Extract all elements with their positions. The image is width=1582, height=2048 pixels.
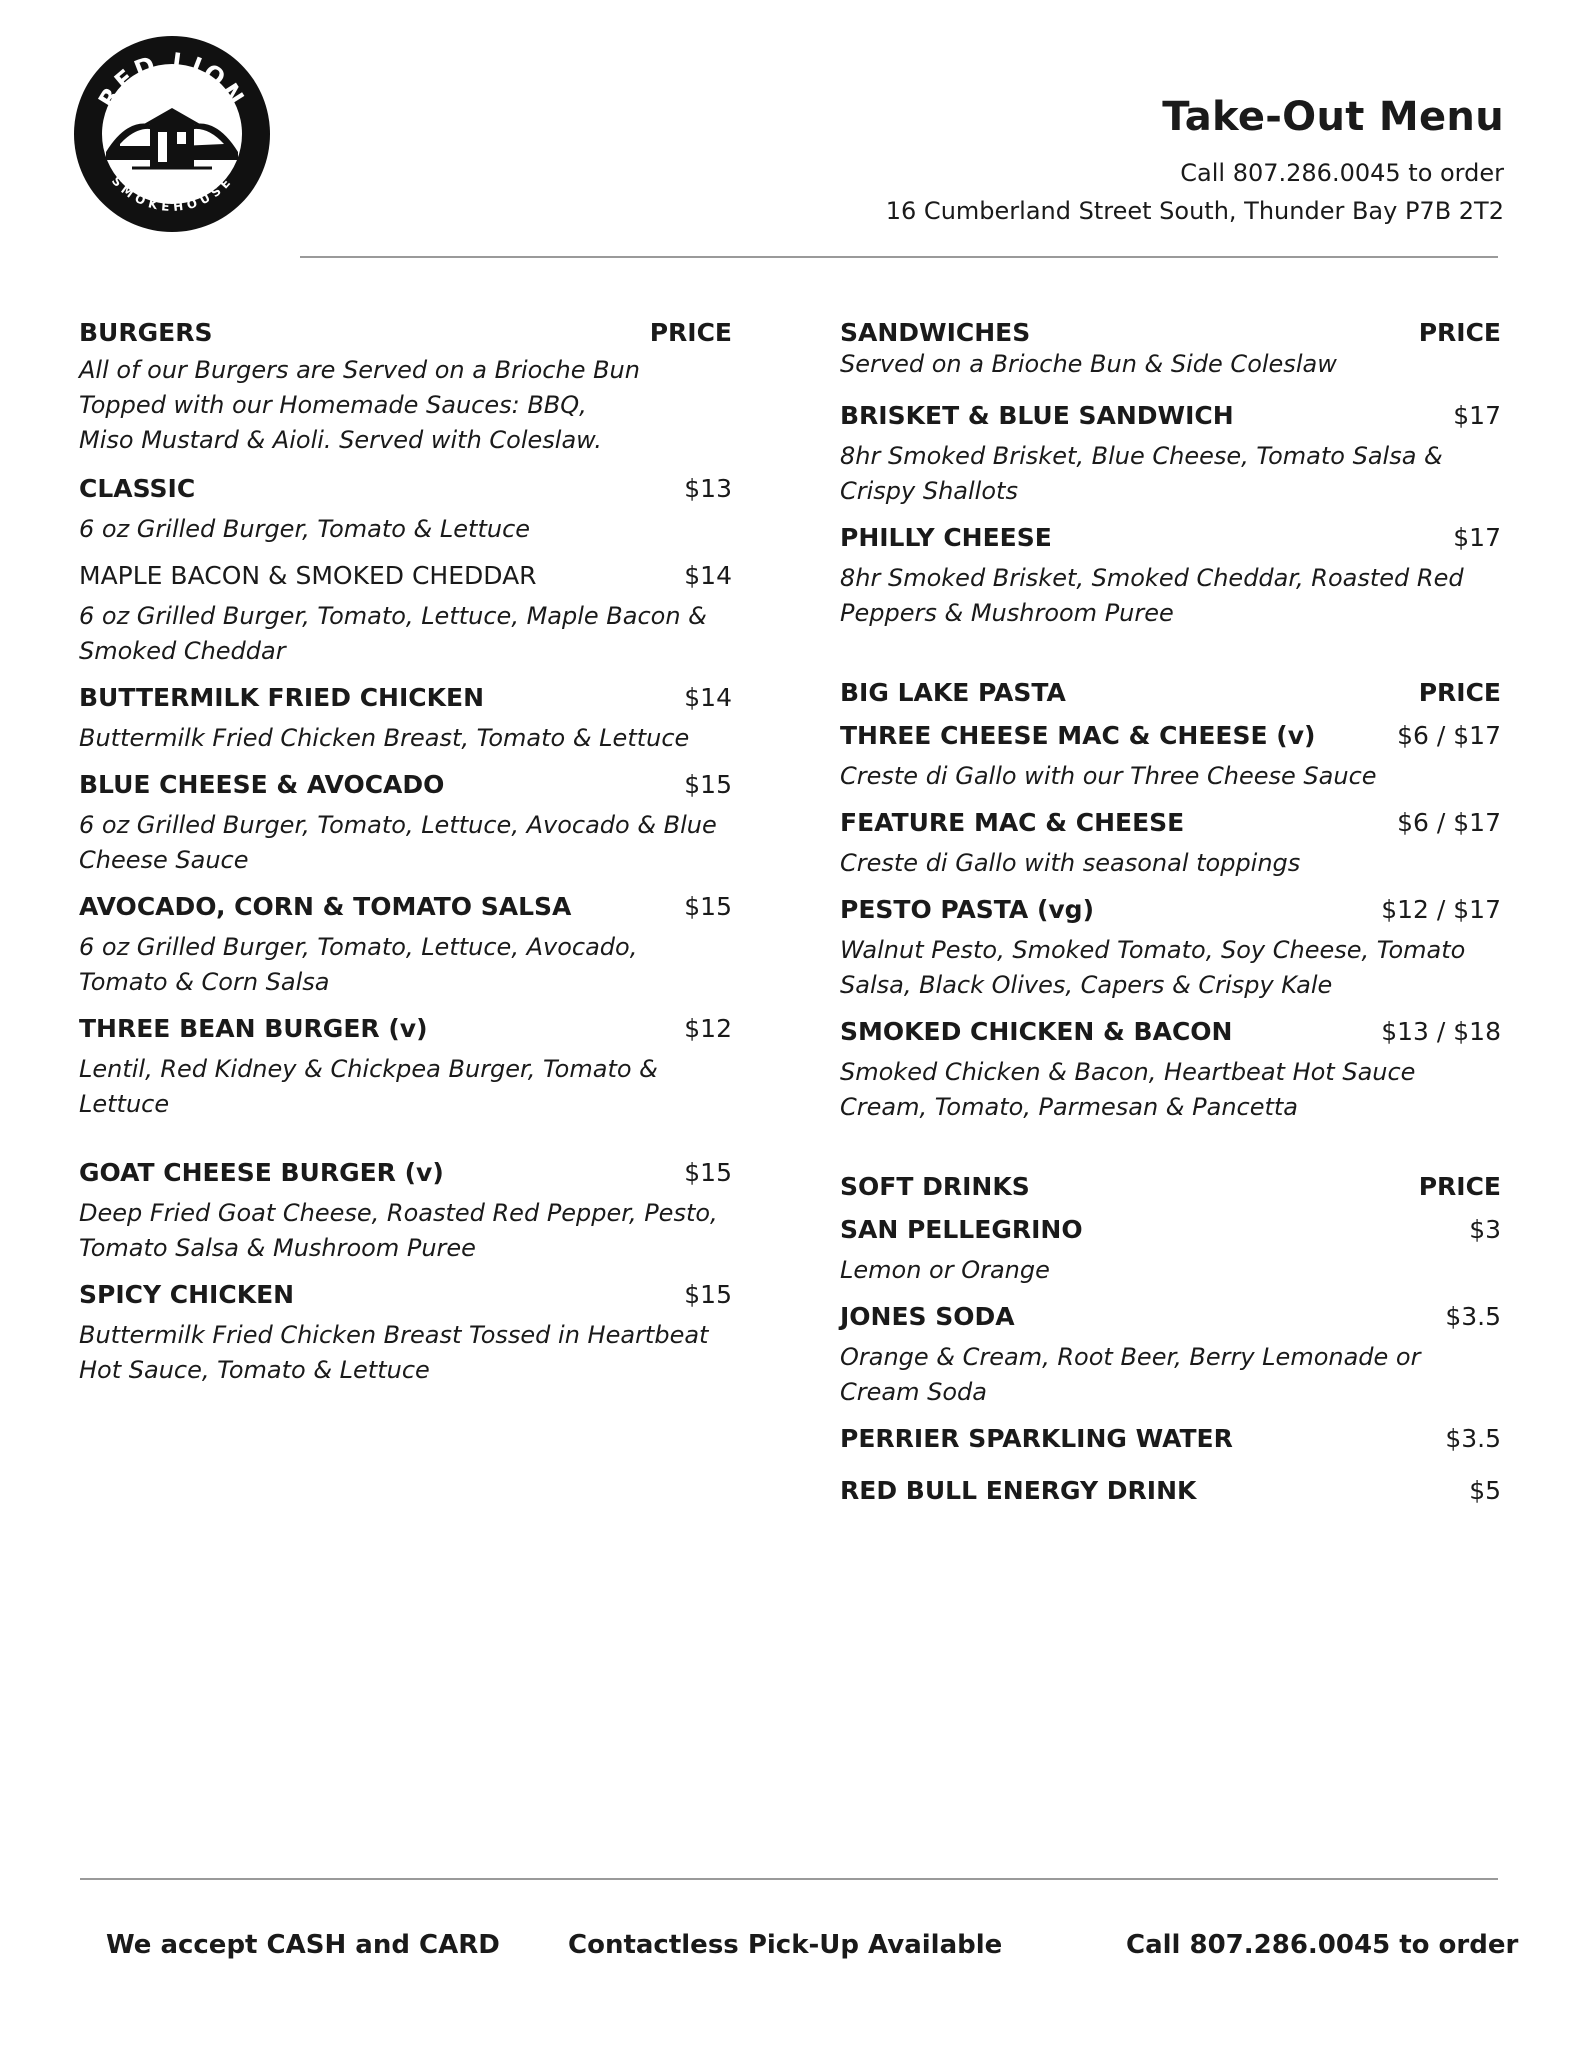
menu-item [79, 1150, 732, 1266]
item-price: $15 [684, 770, 732, 799]
item-price: $13 / $18 [1381, 1017, 1501, 1046]
item-description: Buttermilk Fried Chicken Breast Tossed in Heartbeat Hot Sauce, Tomato & Lettuce [79, 1321, 709, 1384]
item-name: SPICY CHICKEN [79, 1280, 295, 1309]
price-label: PRICE [649, 318, 732, 347]
menu-item [79, 1006, 732, 1122]
item-price: $13 [684, 474, 732, 503]
item-price: $14 [684, 683, 732, 712]
item-description: Creste di Gallo with our Three Cheese Sauce [840, 762, 1377, 790]
menu-item [79, 762, 732, 878]
menu-item [840, 1294, 1501, 1410]
item-description: 6 oz Grilled Burger, Tomato, Lettuce, Maple Bacon & Smoked Cheddar [79, 602, 707, 665]
section-header [840, 313, 1501, 353]
item-name: SMOKED CHICKEN & BACON [840, 1017, 1233, 1046]
menu-item [79, 675, 732, 756]
item-price: $6 / $17 [1397, 808, 1501, 837]
section-intro: All of our Burgers are Served on a Brioche Bun Topped with our Homemade Sauces: BBQ, Miso Mustard & Aioli. Served with Coleslaw. [79, 356, 640, 454]
right-column [840, 313, 1501, 1520]
item-price: $15 [684, 1158, 732, 1187]
item-price: $12 [684, 1014, 732, 1043]
item-name: PERRIER SPARKLING WATER [840, 1424, 1233, 1453]
menu-item [840, 1207, 1501, 1288]
menu-item [840, 713, 1501, 794]
price-label: PRICE [1418, 678, 1501, 707]
section-header [840, 1167, 1501, 1207]
item-description: Creste di Gallo with seasonal toppings [840, 849, 1301, 877]
payment-note: We accept CASH and CARD [106, 1930, 500, 1960]
spacer [840, 1131, 1501, 1167]
item-name: PESTO PASTA (vg) [840, 895, 1095, 924]
item-name: FEATURE MAC & CHEESE [840, 808, 1185, 837]
header-phone: Call 807.286.0045 to order [1180, 159, 1504, 187]
menu-header [886, 94, 1504, 230]
item-description: Smoked Chicken & Bacon, Heartbeat Hot Sauce Cream, Tomato, Parmesan & Pancetta [840, 1058, 1416, 1121]
item-price: $12 / $17 [1381, 895, 1501, 924]
item-price: $3 [1469, 1215, 1501, 1244]
spacer [840, 637, 1501, 673]
section-title: BURGERS [79, 318, 213, 347]
drinks-section [840, 1167, 1501, 1514]
item-price: $14 [684, 561, 732, 590]
item-description: Deep Fried Goat Cheese, Roasted Red Pepper, Pesto, Tomato Salsa & Mushroom Puree [79, 1199, 718, 1262]
menu-item [840, 800, 1501, 881]
item-price: $3.5 [1445, 1424, 1501, 1453]
svg-text:SMOKEHOUSE: SMOKEHOUSE [108, 173, 236, 215]
section-title: BIG LAKE PASTA [840, 678, 1066, 707]
menu-item [79, 1272, 732, 1388]
item-description: 8hr Smoked Brisket, Smoked Cheddar, Roasted Red Peppers & Mushroom Puree [840, 564, 1464, 627]
section-intro: Served on a Brioche Bun & Side Coleslaw [840, 350, 1337, 378]
item-name: SAN PELLEGRINO [840, 1215, 1083, 1244]
item-description: 6 oz Grilled Burger, Tomato, Lettuce, Avocado, Tomato & Corn Salsa [79, 933, 638, 996]
item-name: MAPLE BACON & SMOKED CHEDDAR [79, 561, 537, 590]
page-title: Take-Out Menu [1162, 94, 1504, 140]
item-description: Lentil, Red Kidney & Chickpea Burger, Tomato & Lettuce [79, 1055, 658, 1118]
menu-item [840, 887, 1501, 1003]
item-description: Orange & Cream, Root Beer, Berry Lemonade or Cream Soda [840, 1343, 1421, 1406]
menu-item [79, 466, 732, 547]
item-name: GOAT CHEESE BURGER (v) [79, 1158, 444, 1187]
menu-item [840, 1416, 1501, 1462]
pickup-note: Contactless Pick-Up Available [568, 1930, 1003, 1960]
item-description: Buttermilk Fried Chicken Breast, Tomato & Lettuce [79, 724, 690, 752]
item-name: JONES SODA [840, 1302, 1015, 1331]
item-name: BUTTERMILK FRIED CHICKEN [79, 683, 485, 712]
item-price: $17 [1453, 523, 1501, 552]
menu-item [79, 553, 732, 669]
item-name: BLUE CHEESE & AVOCADO [79, 770, 445, 799]
section-header [840, 673, 1501, 713]
svg-text:RED LION: RED LION [93, 47, 251, 113]
left-column [79, 313, 732, 1394]
burgers-section [79, 313, 732, 1388]
item-description: 8hr Smoked Brisket, Blue Cheese, Tomato Salsa & Crispy Shallots [840, 442, 1443, 505]
item-price: $15 [684, 892, 732, 921]
item-name: THREE CHEESE MAC & CHEESE (v) [840, 721, 1316, 750]
header-address: 16 Cumberland Street South, Thunder Bay P7B 2T2 [885, 197, 1504, 225]
top-divider [300, 256, 1498, 258]
menu-item [840, 1009, 1501, 1125]
spacer [79, 1128, 732, 1150]
bottom-divider [80, 1878, 1498, 1880]
item-name: BRISKET & BLUE SANDWICH [840, 401, 1234, 430]
item-price: $6 / $17 [1397, 721, 1501, 750]
red-lion-logo [72, 34, 272, 234]
item-price: $17 [1453, 401, 1501, 430]
item-name: THREE BEAN BURGER (v) [79, 1014, 428, 1043]
price-label: PRICE [1418, 318, 1501, 347]
section-title: SOFT DRINKS [840, 1172, 1030, 1201]
item-description: 6 oz Grilled Burger, Tomato & Lettuce [79, 515, 531, 543]
footer-phone: Call 807.286.0045 to order [1126, 1930, 1519, 1960]
menu-item [840, 393, 1501, 509]
sandwiches-section [840, 313, 1501, 631]
item-description: Walnut Pesto, Smoked Tomato, Soy Cheese, Tomato Salsa, Black Olives, Capers & Crispy Kale [840, 936, 1466, 999]
item-name: PHILLY CHEESE [840, 523, 1052, 552]
item-name: AVOCADO, CORN & TOMATO SALSA [79, 892, 572, 921]
section-header [79, 313, 732, 353]
menu-item [840, 515, 1501, 631]
item-price: $3.5 [1445, 1302, 1501, 1331]
item-price: $15 [684, 1280, 732, 1309]
item-price: $5 [1469, 1476, 1501, 1505]
menu-item [840, 1468, 1501, 1514]
item-name: CLASSIC [79, 474, 196, 503]
item-description: Lemon or Orange [840, 1256, 1050, 1284]
item-description: 6 oz Grilled Burger, Tomato, Lettuce, Avocado & Blue Cheese Sauce [79, 811, 717, 874]
item-name: RED BULL ENERGY DRINK [840, 1476, 1197, 1505]
section-title: SANDWICHES [840, 318, 1031, 347]
price-label: PRICE [1418, 1172, 1501, 1201]
menu-item [79, 884, 732, 1000]
pasta-section [840, 673, 1501, 1125]
